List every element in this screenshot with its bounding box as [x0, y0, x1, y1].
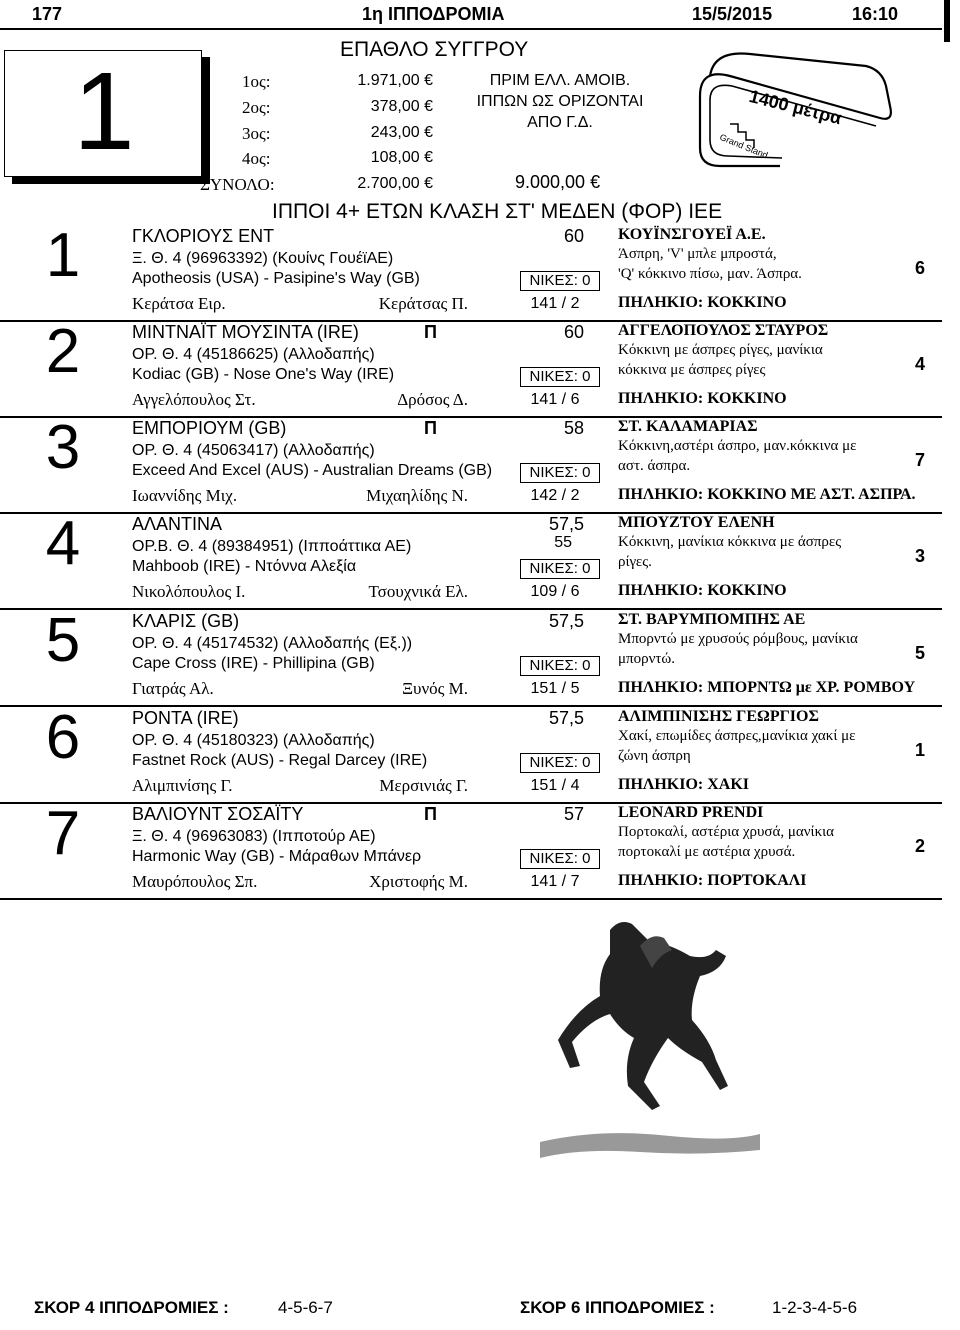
horse-jockey: Κεράτσα Ειρ. — [132, 294, 226, 313]
score4-value: 4-5-6-7 — [278, 1298, 333, 1317]
horse-info: ΟΡ. Θ. 4 (45174532) (Αλλοδαπής (Εξ.)) — [132, 635, 413, 652]
horse-weight: 60 — [563, 226, 584, 246]
horse-pedigree: Fastnet Rock (AUS) - Regal Darcey (IRE) — [132, 752, 428, 769]
horse-name: ΚΛΑΡΙΣ (GB) — [132, 611, 240, 631]
prize-value: 243,00 € — [370, 124, 433, 141]
horse-pedigree: Harmonic Way (GB) - Μάραθων Μπάνερ — [132, 848, 422, 865]
horse-helmet: ΠΗΛΗΚΙΟ: ΜΠΟΡΝΤΩ με ΧΡ. ΡΟΜΒΟΥ — [618, 679, 916, 696]
page-header — [0, 0, 942, 30]
horse-row — [0, 221, 942, 322]
horse-draw: 4 — [914, 354, 925, 374]
horse-colors-line2: 'Q' κόκκινο πίσω, μαν. Άσπρα. — [618, 266, 802, 282]
horse-trainer: Χριστοφής Μ. — [369, 872, 468, 891]
horse-name: ΜΙΝΤΝΑΪΤ ΜΟΥΣΙΝΤΑ (IRE) — [132, 322, 359, 342]
horse-colors-line2: μπορντώ. — [618, 651, 676, 667]
horse-wins: ΝΙΚΕΣ: 0 — [520, 849, 600, 869]
prize-total-label: ΣΥΝΟΛΟ: — [200, 175, 275, 194]
horse-colors-line1: Κόκκινη με άσπρες ρίγες, μανίκια — [618, 342, 823, 358]
horse-name: ΒΑΛΙΟΥΝΤ ΣΟΣΑΪΤΥ — [132, 804, 304, 824]
horse-colors-line1: Κόκκινη, μανίκια κόκκινα με άσπρες — [618, 534, 842, 550]
horse-owner: ΣΤ. ΚΑΛΑΜΑΡΙΑΣ — [618, 418, 758, 435]
horse-number: 6 — [45, 703, 81, 772]
horse-helmet: ΠΗΛΗΚΙΟ: ΠΟΡΤΟΚΑΛΙ — [618, 872, 807, 889]
horse-weight: 57,5 — [548, 514, 584, 534]
race-date: 15/5/2015 — [692, 4, 773, 24]
prize-total-value: 2.700,00 € — [357, 175, 433, 192]
horse-draw: 2 — [914, 836, 925, 856]
horse-colors-line1: Κόκκινη,αστέρι άσπρο, μαν.κόκκινα με — [618, 438, 857, 454]
horse-colors-line2: κόκκινα με άσπρες ρίγες — [618, 362, 766, 378]
horse-rating: 151 / 4 — [530, 777, 580, 794]
horse-colors-line1: Χακί, επωμίδες άσπρες,μανίκια χακί με — [618, 728, 856, 744]
horse-number: 4 — [45, 509, 81, 578]
horse-info: ΟΡ. Θ. 4 (45180323) (Αλλοδαπής) — [132, 732, 375, 749]
horse-draw: 7 — [914, 450, 925, 470]
horse-weight: 57,5 — [548, 611, 584, 631]
page-number: 177 — [32, 4, 63, 24]
breeder-note-1: ΠΡΙΜ ΕΛΛ. ΑΜΟΙΒ. — [489, 72, 631, 89]
prize-name: ΕΠΑΘΛΟ ΣΥΓΓΡΟΥ — [340, 38, 529, 61]
horse-draw: 1 — [914, 740, 925, 760]
horse-owner: LEONARD PRENDI — [618, 804, 764, 821]
horse-owner: ΑΓΓΕΛΟΠΟΥΛΟΣ ΣΤΑΥΡΟΣ — [618, 322, 829, 339]
horse-row — [0, 509, 942, 610]
race-conditions: ΙΠΠΟΙ 4+ ΕΤΩΝ ΚΛΑΣΗ ΣΤ' ΜΕΔΕΝ (ΦΟΡ) ΙΕΕ — [272, 200, 723, 223]
horse-wins: ΝΙΚΕΣ: 0 — [520, 367, 600, 387]
prize-value: 108,00 € — [370, 149, 433, 166]
horse-trainer: Δρόσος Δ. — [397, 390, 468, 409]
prize-label: 3ος: — [242, 124, 271, 143]
race-number-box — [4, 50, 202, 177]
horse-draw: 6 — [914, 258, 925, 278]
horse-colors-line2: ζώνη άσπρη — [618, 748, 691, 764]
horse-rating: 141 / 6 — [530, 391, 580, 408]
horse-row — [0, 413, 942, 514]
horse-colors-line1: Άσπρη, 'V' μπλε μπροστά, — [618, 246, 777, 262]
horse-jockey: Μαυρόπουλος Σπ. — [132, 872, 258, 891]
horse-pedigree: Mahboob (IRE) - Ντόννα Αλεξία — [132, 558, 357, 575]
horse-info: ΟΡ. Θ. 4 (45063417) (Αλλοδαπής) — [132, 442, 375, 459]
horse-trainer: Ξυνός Μ. — [402, 679, 468, 698]
horse-helmet: ΠΗΛΗΚΙΟ: ΚΟΚΚΙΝΟ — [618, 390, 787, 407]
horse-wins: ΝΙΚΕΣ: 0 — [520, 753, 600, 773]
horse-row — [0, 317, 942, 418]
horse-info: Ξ. Θ. 4 (96963392) (Κουίνς ΓουέϊΑΕ) — [132, 250, 394, 267]
horse-helmet: ΠΗΛΗΚΙΟ: ΧΑΚΙ — [618, 776, 750, 793]
horse-number: 5 — [45, 606, 81, 675]
horse-name: ΕΜΠΟΡΙΟΥΜ (GB) — [132, 418, 287, 438]
horse-wins: ΝΙΚΕΣ: 0 — [520, 463, 600, 483]
horse-number: 7 — [45, 799, 81, 868]
horse-helmet: ΠΗΛΗΚΙΟ: ΚΟΚΚΙΝΟ — [618, 294, 787, 311]
horse-rating: 151 / 5 — [530, 680, 580, 697]
horse-wins: ΝΙΚΕΣ: 0 — [520, 559, 600, 579]
horse-pedigree: Kodiac (GB) - Nose One's Way (IRE) — [132, 366, 395, 383]
horse-rating: 141 / 2 — [530, 295, 580, 312]
prize-label: 4ος: — [242, 149, 271, 168]
horse-info: Ξ. Θ. 4 (96963083) (Ιπποτούρ ΑΕ) — [132, 828, 376, 845]
horse-colors-line2: αστ. άσπρα. — [618, 458, 691, 474]
race-number: 1 — [73, 50, 135, 173]
horse-helmet: ΠΗΛΗΚΙΟ: ΚΟΚΚΙΝΟ ΜΕ ΑΣΤ. ΑΣΠΡΑ. — [618, 486, 916, 503]
horse-number: 3 — [45, 413, 81, 482]
horse-trainer: Μερσινιάς Γ. — [379, 776, 468, 795]
score6-value: 1-2-3-4-5-6 — [772, 1298, 858, 1317]
horse-row — [0, 703, 942, 804]
horse-trainer: Μιχαηλίδης Ν. — [366, 486, 468, 505]
horse-colors-line2: πορτοκαλί με αστέρια χρυσά. — [618, 844, 796, 860]
horse-weight-alt: 55 — [554, 534, 572, 551]
breeder-note-3: ΑΠΟ Γ.Δ. — [527, 114, 593, 131]
horse-draw: 5 — [914, 643, 925, 663]
breeder-note-2: ΙΠΠΩΝ ΩΣ ΟΡΙΖΟΝΤΑΙ — [476, 93, 644, 110]
horse-number: 1 — [45, 221, 81, 290]
horse-row — [0, 606, 942, 707]
horse-colors-line1: Πορτοκαλί, αστέρια χρυσά, μανίκια — [618, 824, 835, 840]
horse-owner: ΚΟΥΪΝΣΓΟΥΕΪ Α.Ε. — [618, 226, 766, 243]
horse-helmet: ΠΗΛΗΚΙΟ: ΚΟΚΚΙΝΟ — [618, 582, 787, 599]
score4-label: ΣΚΟΡ 4 ΙΠΠΟΔΡΟΜΙΕΣ : — [34, 1298, 229, 1317]
horse-weight: 58 — [563, 418, 584, 438]
prize-label: 2ος: — [242, 98, 271, 117]
prize-value: 378,00 € — [370, 98, 433, 115]
horse-pedigree: Exceed And Excel (AUS) - Australian Dreams (GB) — [132, 462, 493, 479]
horse-trainer: Τσουχνικά Ελ. — [368, 582, 468, 601]
horse-info: ΟΡ.Β. Θ. 4 (89384951) (Ιπποάττικα ΑΕ) — [132, 538, 412, 555]
horse-jockey: Αγγελόπουλος Στ. — [132, 390, 256, 409]
prize-value: 1.971,00 € — [357, 72, 433, 89]
track-distance: 1400 μέτρα — [747, 86, 844, 129]
horse-name: ΑΛΑΝΤΙΝΑ — [132, 514, 223, 534]
horse-colors-line1: Μπορντώ με χρυσούς ρόμβους, μανίκια — [618, 631, 858, 647]
horse-weight: 57 — [563, 804, 584, 824]
horse-owner: ΑΛΙΜΠΙΝΙΣΗΣ ΓΕΩΡΓΙΟΣ — [618, 708, 819, 725]
horse-jockey: Γιατράς Αλ. — [132, 679, 214, 698]
horse-number: 2 — [45, 317, 81, 386]
race-title: 1η ΙΠΠΟΔΡΟΜΙΑ — [362, 4, 505, 24]
horse-rating: 141 / 7 — [530, 873, 580, 890]
horse-jockey-silhouette-icon — [540, 910, 760, 1170]
horse-flag: Π — [424, 322, 437, 342]
horse-colors-line2: ρίγες. — [618, 554, 652, 570]
horse-rating: 109 / 6 — [530, 583, 580, 600]
horse-jockey: Ιωαννίδης Μιχ. — [132, 486, 238, 505]
horse-info: ΟΡ. Θ. 4 (45186625) (Αλλοδαπής) — [132, 346, 375, 363]
horse-wins: ΝΙΚΕΣ: 0 — [520, 271, 600, 291]
header-edge-bar — [944, 0, 950, 42]
horse-flag: Π — [424, 418, 437, 438]
horse-owner: ΣΤ. ΒΑΡΥΜΠΟΜΠΗΣ ΑΕ — [618, 611, 806, 628]
horse-pedigree: Cape Cross (IRE) - Phillipina (GB) — [132, 655, 375, 672]
horse-name: ΡΟΝΤΑ (IRE) — [132, 708, 239, 728]
prize-label: 1ος: — [242, 72, 271, 91]
horse-name: ΓΚΛΟΡΙΟΥΣ ΕΝΤ — [132, 226, 275, 246]
horse-draw: 3 — [914, 546, 925, 566]
horse-weight: 60 — [563, 322, 584, 342]
horse-rating: 142 / 2 — [530, 487, 580, 504]
horse-jockey: Νικολόπουλος Ι. — [132, 582, 246, 601]
horse-weight: 57,5 — [548, 708, 584, 728]
horse-row — [0, 799, 942, 900]
race-time: 16:10 — [852, 4, 899, 24]
horse-trainer: Κεράτσας Π. — [378, 294, 468, 313]
horse-owner: ΜΠΟΥΖΤΟΥ ΕΛΕΝΗ — [618, 514, 775, 531]
grandstand-label: Grand Stand — [718, 132, 770, 161]
horse-wins: ΝΙΚΕΣ: 0 — [520, 656, 600, 676]
score6-label: ΣΚΟΡ 6 ΙΠΠΟΔΡΟΜΙΕΣ : — [520, 1298, 715, 1317]
horse-jockey: Αλιμπινίσης Γ. — [132, 776, 233, 795]
breeder-total: 9.000,00 € — [515, 172, 601, 192]
horse-flag: Π — [424, 804, 437, 824]
horse-pedigree: Apotheosis (USA) - Pasipine's Way (GB) — [132, 270, 420, 287]
